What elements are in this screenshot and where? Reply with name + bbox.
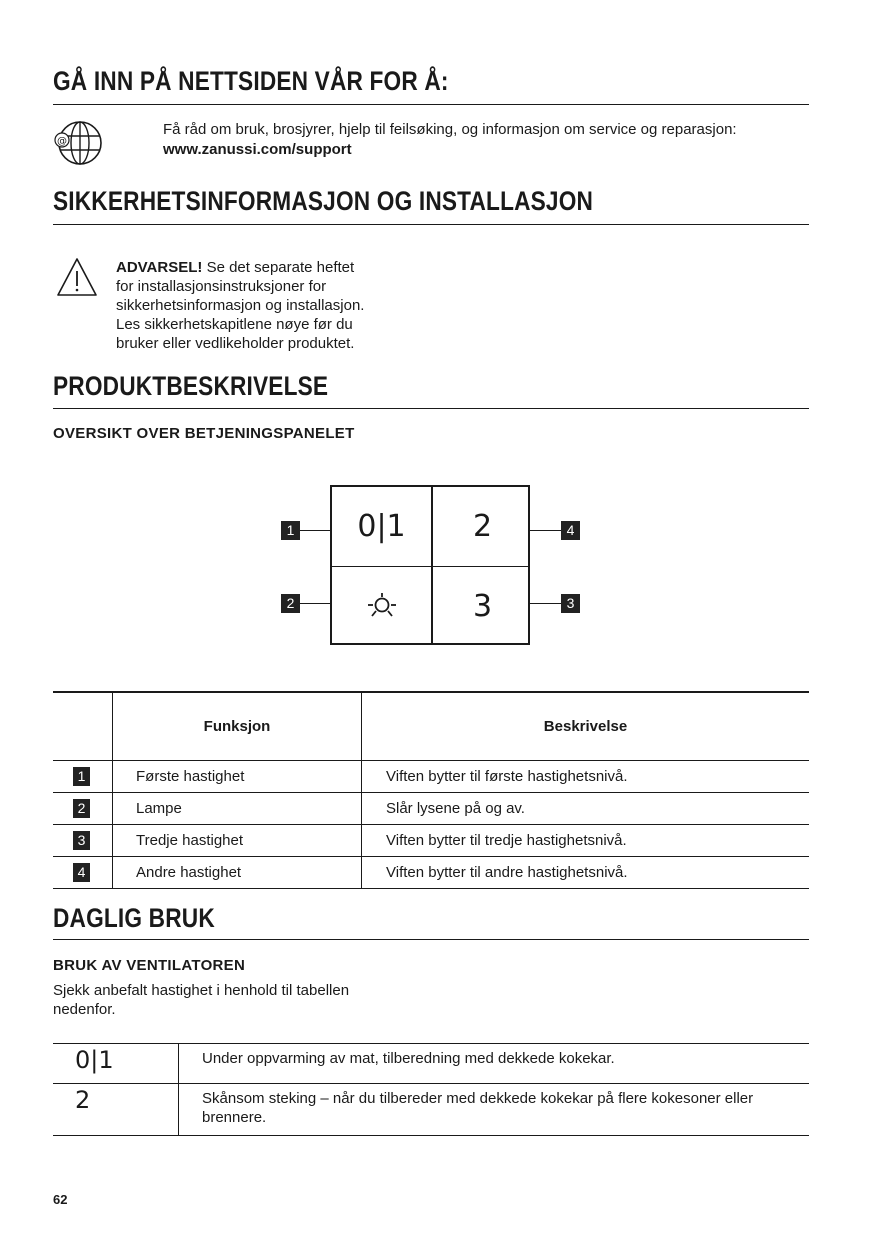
leader-line — [530, 530, 561, 531]
header-number — [53, 692, 113, 761]
row-number: 1 — [73, 767, 90, 786]
button-speed-2[interactable]: 2 — [472, 509, 493, 544]
divider — [53, 408, 809, 409]
header-description: Beskrivelse — [543, 718, 628, 735]
row-description: Viften bytter til første hastighetsnivå. — [386, 768, 628, 785]
website-text: Få råd om bruk, brosjyrer, hjelp til feilsøking, og informasjon om service og reparasjon: — [163, 121, 737, 138]
row-number: 3 — [73, 831, 90, 850]
warning-triangle-icon — [56, 257, 98, 297]
callout-1: 1 — [281, 521, 300, 540]
heading-website: GÅ INN PÅ NETTSIDEN VÅR FOR Å: — [53, 66, 449, 96]
callout-4: 4 — [561, 521, 580, 540]
warning-line: Les sikkerhetskapitlene nøye før du — [116, 316, 353, 333]
page-number: 62 — [53, 1192, 68, 1207]
table-row — [53, 793, 809, 825]
row-description: Slår lysene på og av. — [386, 800, 525, 817]
row-function: Første hastighet — [113, 761, 362, 793]
callout-2: 2 — [281, 594, 300, 613]
speed-symbol: 2 — [53, 1084, 179, 1136]
warning-line: sikkerhetsinformasjon og installasjon. — [116, 297, 365, 314]
table-header-row — [53, 692, 809, 761]
speed-description: Skånsom steking – når du tilbereder med dekkede kokekar på flere kokesoner eller brennere. — [202, 1090, 754, 1126]
table-row — [53, 857, 809, 889]
leader-line — [300, 603, 330, 604]
divider — [53, 104, 809, 105]
table-row — [53, 761, 809, 793]
subheading-control-panel: OVERSIKT OVER BETJENINGSPANELET — [53, 425, 355, 442]
support-link[interactable]: www.zanussi.com/support — [163, 141, 352, 158]
row-function: Andre hastighet — [113, 857, 362, 889]
warning-line: bruker eller vedlikeholder produktet. — [116, 335, 355, 352]
speed-table — [53, 1043, 809, 1136]
warning-text — [116, 258, 364, 353]
button-speed-3[interactable]: 3 — [472, 589, 493, 624]
heading-safety: SIKKERHETSINFORMASJON OG INSTALLASJON — [53, 186, 594, 216]
divider — [53, 224, 809, 225]
heading-product: PRODUKTBESKRIVELSE — [53, 371, 329, 401]
table-row — [53, 825, 809, 857]
control-panel — [330, 485, 530, 645]
button-on-off-speed1[interactable]: 0|1 — [357, 509, 406, 544]
row-function: Tredje hastighet — [113, 825, 362, 857]
globe-icon — [53, 120, 103, 166]
leader-line — [530, 603, 561, 604]
subheading-fan-use: BRUK AV VENTILATOREN — [53, 957, 246, 974]
speed-description: Under oppvarming av mat, tilberedning med dekkede kokekar. — [202, 1050, 615, 1067]
table-row — [53, 1044, 809, 1084]
table-row — [53, 1084, 809, 1136]
row-number: 2 — [73, 799, 90, 818]
warning-line: Se det separate heftet — [206, 259, 355, 276]
svg-text:@: @ — [57, 136, 67, 147]
intro-text: Sjekk anbefalt hastighet i henhold til tabellen nedenfor. — [53, 982, 350, 1018]
warning-label: ADVARSEL! — [116, 259, 203, 276]
row-number: 4 — [73, 863, 90, 882]
leader-line — [300, 530, 330, 531]
row-description: Viften bytter til tredje hastighetsnivå. — [386, 832, 627, 849]
row-description: Viften bytter til andre hastighetsnivå. — [386, 864, 628, 881]
warning-line: for installasjonsinstruksjoner for — [116, 278, 327, 295]
divider — [53, 939, 809, 940]
button-lamp[interactable] — [332, 567, 431, 646]
callout-3: 3 — [561, 594, 580, 613]
heading-daily-use: DAGLIG BRUK — [53, 903, 215, 933]
speed-symbol: 0|1 — [53, 1044, 179, 1084]
row-function: Lampe — [113, 793, 362, 825]
function-table — [53, 691, 809, 889]
header-function: Funksjon — [113, 692, 362, 761]
lamp-icon — [365, 590, 399, 624]
